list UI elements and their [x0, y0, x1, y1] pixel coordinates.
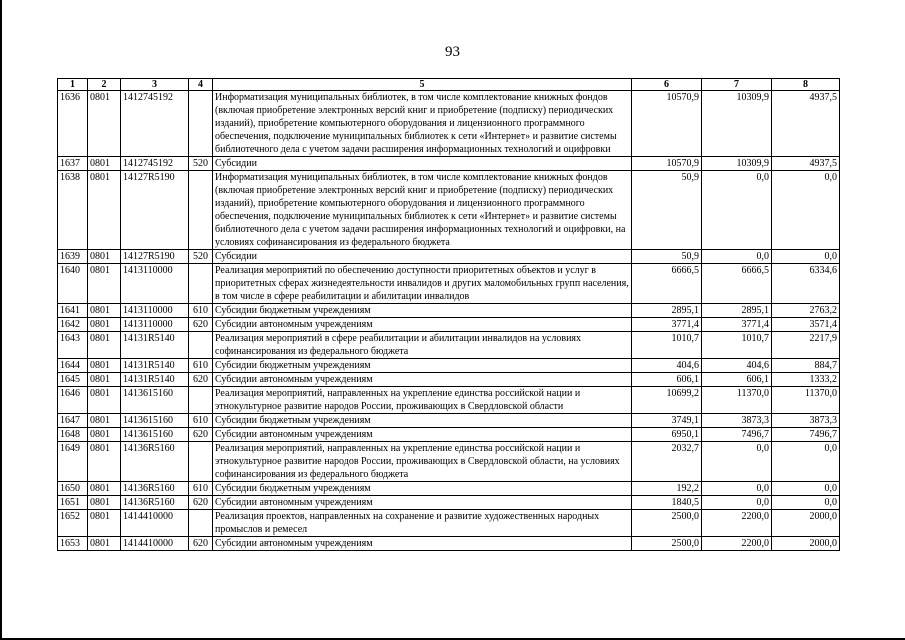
table-row — [58, 91, 840, 157]
header-col-2: 2 — [88, 79, 121, 91]
table-row — [58, 332, 840, 359]
target-article-code: 1413615160 — [121, 428, 189, 442]
amount-col-7: 2200,0 — [702, 510, 772, 537]
target-article-code: 14131R5140 — [121, 373, 189, 387]
expense-type-code: 520 — [189, 250, 213, 264]
table-row — [58, 318, 840, 332]
row-number: 1652 — [58, 510, 88, 537]
amount-col-6: 10570,9 — [632, 91, 702, 157]
section-code: 0801 — [88, 171, 121, 250]
target-article-code: 1413110000 — [121, 318, 189, 332]
amount-col-6: 6950,1 — [632, 428, 702, 442]
amount-col-7: 10309,9 — [702, 91, 772, 157]
table-row — [58, 496, 840, 510]
amount-col-6: 10570,9 — [632, 157, 702, 171]
expense-type-code: 610 — [189, 414, 213, 428]
item-description: Реализация мероприятий по обеспечению доступности приоритетных объектов и услуг в приоритетных сферах жизнедеятельности инвалидов и других маломобильных групп населения, в том числе в сфере реабилитации и абилитации инвалидов — [213, 264, 632, 304]
amount-col-7: 6666,5 — [702, 264, 772, 304]
table-header-row — [58, 79, 840, 91]
item-description: Субсидии бюджетным учреждениям — [213, 359, 632, 373]
item-description: Реализация мероприятий, направленных на укрепление единства российской нации и этнокультурное развитие народов России, проживающих в Свердловской области — [213, 387, 632, 414]
header-col-7: 7 — [702, 79, 772, 91]
amount-col-7: 1010,7 — [702, 332, 772, 359]
header-col-6: 6 — [632, 79, 702, 91]
amount-col-6: 2500,0 — [632, 510, 702, 537]
table-row — [58, 482, 840, 496]
amount-col-8: 7496,7 — [772, 428, 840, 442]
table-row — [58, 304, 840, 318]
row-number: 1637 — [58, 157, 88, 171]
section-code: 0801 — [88, 442, 121, 482]
amount-col-7: 3873,3 — [702, 414, 772, 428]
amount-col-8: 11370,0 — [772, 387, 840, 414]
row-number: 1645 — [58, 373, 88, 387]
amount-col-8: 0,0 — [772, 171, 840, 250]
amount-col-6: 2895,1 — [632, 304, 702, 318]
amount-col-7: 10309,9 — [702, 157, 772, 171]
table-row — [58, 157, 840, 171]
section-code: 0801 — [88, 537, 121, 551]
target-article-code: 1413110000 — [121, 264, 189, 304]
target-article-code: 14127R5190 — [121, 250, 189, 264]
section-code: 0801 — [88, 373, 121, 387]
expense-type-code — [189, 510, 213, 537]
row-number: 1646 — [58, 387, 88, 414]
expense-type-code: 610 — [189, 304, 213, 318]
section-code: 0801 — [88, 428, 121, 442]
row-number: 1653 — [58, 537, 88, 551]
target-article-code: 1412745192 — [121, 91, 189, 157]
item-description: Субсидии бюджетным учреждениям — [213, 304, 632, 318]
amount-col-7: 2200,0 — [702, 537, 772, 551]
amount-col-7: 2895,1 — [702, 304, 772, 318]
expense-type-code: 520 — [189, 157, 213, 171]
item-description: Субсидии автономным учреждениям — [213, 318, 632, 332]
expense-type-code: 620 — [189, 318, 213, 332]
expense-type-code — [189, 171, 213, 250]
amount-col-7: 0,0 — [702, 171, 772, 250]
amount-col-7: 0,0 — [702, 250, 772, 264]
section-code: 0801 — [88, 510, 121, 537]
expense-type-code: 620 — [189, 428, 213, 442]
row-number: 1641 — [58, 304, 88, 318]
row-number: 1651 — [58, 496, 88, 510]
table-row — [58, 264, 840, 304]
target-article-code: 1414410000 — [121, 510, 189, 537]
table-row — [58, 442, 840, 482]
budget-table — [57, 78, 840, 551]
amount-col-7: 0,0 — [702, 496, 772, 510]
scan-border-left — [0, 0, 2, 640]
target-article-code: 14131R5140 — [121, 332, 189, 359]
amount-col-7: 3771,4 — [702, 318, 772, 332]
amount-col-6: 2500,0 — [632, 537, 702, 551]
header-col-3: 3 — [121, 79, 189, 91]
amount-col-8: 3873,3 — [772, 414, 840, 428]
expense-type-code: 620 — [189, 373, 213, 387]
amount-col-8: 6334,6 — [772, 264, 840, 304]
amount-col-8: 0,0 — [772, 250, 840, 264]
expense-type-code — [189, 264, 213, 304]
item-description: Информатизация муниципальных библиотек, в том числе комплектование книжных фондов (включая приобретение электронных версий книг и приобретение (подписку) периодических изданий), приобретение компьютерного оборудования и лицензионного программного обеспечения, подключение муниципальных библиотек к сети «Интернет» и развитие системы библиотечного дела с учетом задачи расширения информационных технологий и оцифровки — [213, 91, 632, 157]
amount-col-6: 2032,7 — [632, 442, 702, 482]
table-row — [58, 359, 840, 373]
section-code: 0801 — [88, 91, 121, 157]
amount-col-7: 7496,7 — [702, 428, 772, 442]
amount-col-7: 606,1 — [702, 373, 772, 387]
table-row — [58, 414, 840, 428]
expense-type-code — [189, 91, 213, 157]
expense-type-code — [189, 387, 213, 414]
amount-col-6: 404,6 — [632, 359, 702, 373]
amount-col-6: 192,2 — [632, 482, 702, 496]
target-article-code: 1413615160 — [121, 387, 189, 414]
target-article-code: 1414410000 — [121, 537, 189, 551]
target-article-code: 14127R5190 — [121, 171, 189, 250]
amount-col-7: 0,0 — [702, 442, 772, 482]
amount-col-7: 11370,0 — [702, 387, 772, 414]
table-row — [58, 387, 840, 414]
amount-col-8: 2217,9 — [772, 332, 840, 359]
section-code: 0801 — [88, 318, 121, 332]
row-number: 1636 — [58, 91, 88, 157]
row-number: 1639 — [58, 250, 88, 264]
expense-type-code — [189, 442, 213, 482]
row-number: 1644 — [58, 359, 88, 373]
table-row — [58, 537, 840, 551]
row-number: 1648 — [58, 428, 88, 442]
expense-type-code: 620 — [189, 537, 213, 551]
expense-type-code: 610 — [189, 482, 213, 496]
amount-col-6: 6666,5 — [632, 264, 702, 304]
amount-col-6: 3771,4 — [632, 318, 702, 332]
amount-col-6: 10699,2 — [632, 387, 702, 414]
amount-col-8: 0,0 — [772, 496, 840, 510]
item-description: Субсидии автономным учреждениям — [213, 496, 632, 510]
item-description: Субсидии — [213, 157, 632, 171]
row-number: 1640 — [58, 264, 88, 304]
table-row — [58, 373, 840, 387]
amount-col-8: 3571,4 — [772, 318, 840, 332]
amount-col-6: 1010,7 — [632, 332, 702, 359]
amount-col-7: 0,0 — [702, 482, 772, 496]
row-number: 1638 — [58, 171, 88, 250]
header-col-5: 5 — [213, 79, 632, 91]
section-code: 0801 — [88, 264, 121, 304]
section-code: 0801 — [88, 387, 121, 414]
item-description: Информатизация муниципальных библиотек, в том числе комплектование книжных фондов (включая приобретение электронных версий книг и приобретение (подписку) периодических изданий), приобретение компьютерного оборудования и лицензионного программного обеспечения, подключение муниципальных библиотек к сети «Интернет» и развитие системы библиотечного дела с учетом задачи расширения информационных технологий и оцифровки, на условиях софинансирования из федерального бюджета — [213, 171, 632, 250]
target-article-code: 14136R5160 — [121, 442, 189, 482]
section-code: 0801 — [88, 250, 121, 264]
section-code: 0801 — [88, 157, 121, 171]
expense-type-code: 610 — [189, 359, 213, 373]
section-code: 0801 — [88, 304, 121, 318]
table-row — [58, 250, 840, 264]
section-code: 0801 — [88, 496, 121, 510]
target-article-code: 1412745192 — [121, 157, 189, 171]
section-code: 0801 — [88, 414, 121, 428]
row-number: 1642 — [58, 318, 88, 332]
amount-col-6: 1840,5 — [632, 496, 702, 510]
row-number: 1647 — [58, 414, 88, 428]
section-code: 0801 — [88, 359, 121, 373]
target-article-code: 14136R5160 — [121, 496, 189, 510]
page-number: 93 — [445, 44, 460, 60]
target-article-code: 1413615160 — [121, 414, 189, 428]
header-col-1: 1 — [58, 79, 88, 91]
row-number: 1643 — [58, 332, 88, 359]
section-code: 0801 — [88, 482, 121, 496]
section-code: 0801 — [88, 332, 121, 359]
amount-col-6: 3749,1 — [632, 414, 702, 428]
item-description: Субсидии автономным учреждениям — [213, 537, 632, 551]
amount-col-6: 50,9 — [632, 171, 702, 250]
amount-col-8: 884,7 — [772, 359, 840, 373]
amount-col-8: 4937,5 — [772, 91, 840, 157]
item-description: Субсидии автономным учреждениям — [213, 373, 632, 387]
amount-col-8: 0,0 — [772, 442, 840, 482]
amount-col-8: 1333,2 — [772, 373, 840, 387]
item-description: Субсидии — [213, 250, 632, 264]
amount-col-8: 2763,2 — [772, 304, 840, 318]
table-row — [58, 428, 840, 442]
amount-col-8: 4937,5 — [772, 157, 840, 171]
amount-col-7: 404,6 — [702, 359, 772, 373]
target-article-code: 14131R5140 — [121, 359, 189, 373]
target-article-code: 1413110000 — [121, 304, 189, 318]
amount-col-6: 606,1 — [632, 373, 702, 387]
item-description: Реализация мероприятий, направленных на укрепление единства российской нации и этнокультурное развитие народов России, проживающих в Свердловской области, на условиях софинансирования из федерального бюджета — [213, 442, 632, 482]
item-description: Реализация мероприятий в сфере реабилитации и абилитации инвалидов на условиях софинансирования из федерального бюджета — [213, 332, 632, 359]
amount-col-8: 2000,0 — [772, 510, 840, 537]
table-row — [58, 510, 840, 537]
expense-type-code: 620 — [189, 496, 213, 510]
item-description: Субсидии бюджетным учреждениям — [213, 482, 632, 496]
table-row — [58, 171, 840, 250]
item-description: Реализация проектов, направленных на сохранение и развитие художественных народных промыслов и ремесел — [213, 510, 632, 537]
item-description: Субсидии автономным учреждениям — [213, 428, 632, 442]
amount-col-8: 2000,0 — [772, 537, 840, 551]
row-number: 1650 — [58, 482, 88, 496]
target-article-code: 14136R5160 — [121, 482, 189, 496]
header-col-4: 4 — [189, 79, 213, 91]
header-col-8: 8 — [772, 79, 840, 91]
amount-col-8: 0,0 — [772, 482, 840, 496]
expense-type-code — [189, 332, 213, 359]
row-number: 1649 — [58, 442, 88, 482]
item-description: Субсидии бюджетным учреждениям — [213, 414, 632, 428]
amount-col-6: 50,9 — [632, 250, 702, 264]
